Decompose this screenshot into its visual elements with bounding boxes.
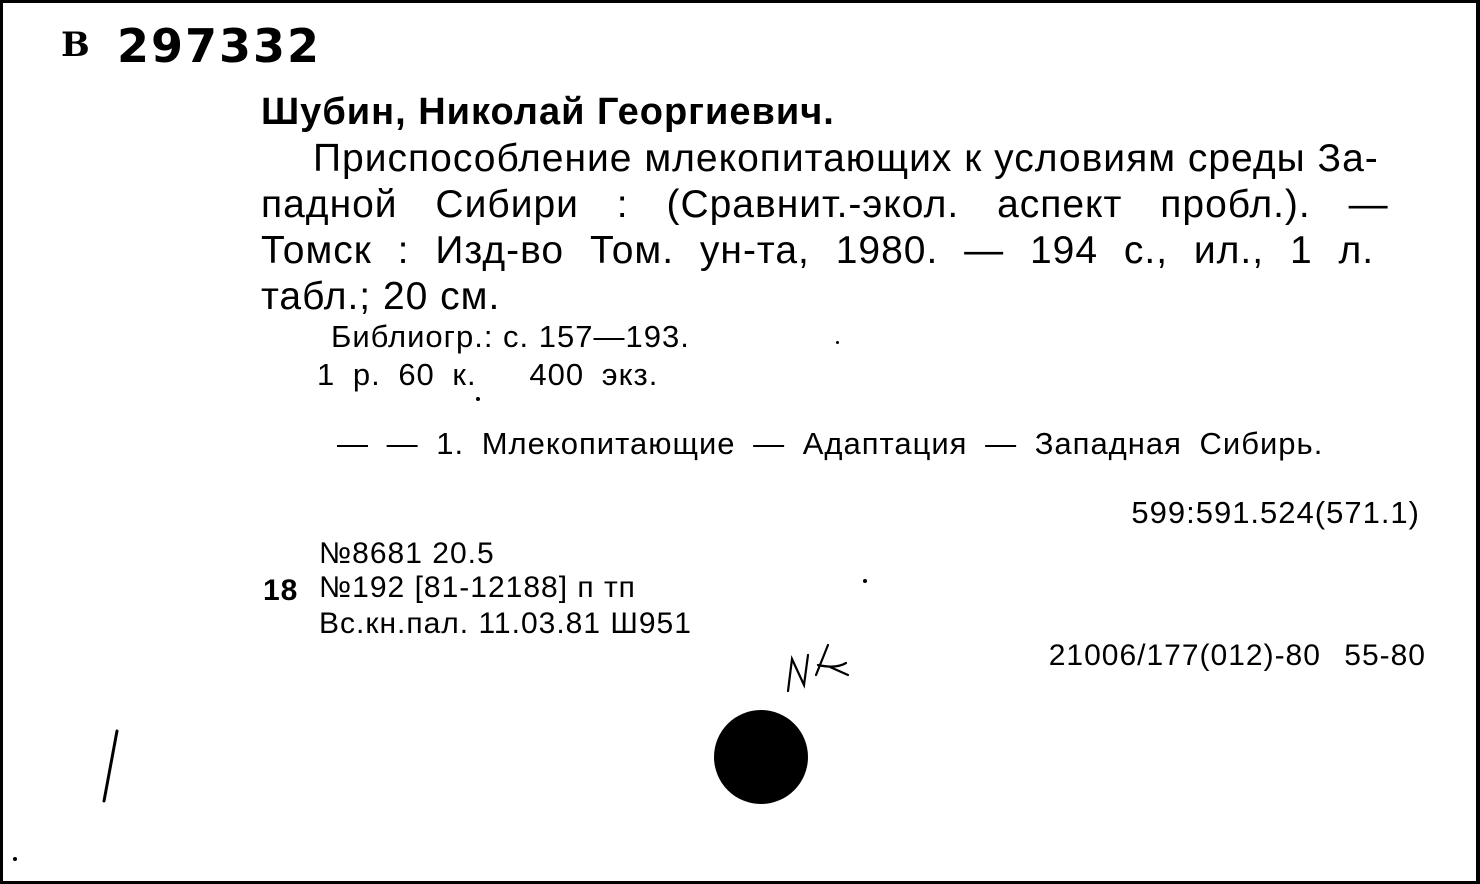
title-line-2: падной Сибири : (Сравнит.-экол. аспект пробл.). — <box>261 183 1389 226</box>
inventory-number: 297332 <box>117 19 322 73</box>
title-line-4: табл.; 20 см. <box>261 275 501 318</box>
udc-classification: 599:591.524(571.1) <box>1131 495 1420 530</box>
registration-number-18: 18 <box>263 574 299 607</box>
publication-code: 21006/177(012)-80 55-80 <box>1048 639 1426 672</box>
registration-line-1: №8681 20.5 <box>319 537 495 570</box>
author-heading: Шубин, Николай Георгиевич. <box>261 91 835 133</box>
inventory-mark: В <box>61 25 90 65</box>
speck-dot <box>863 579 867 583</box>
speck-dot <box>476 397 480 401</box>
price-and-copies: 1 р. 60 к. 400 экз. <box>317 357 659 392</box>
title-line-3: Томск : Изд-во Том. ун-та, 1980. — 194 с., ил., 1 л. <box>261 229 1375 272</box>
speck-dot <box>836 341 839 344</box>
registration-line-3: Вс.кн.пал. 11.03.81 Ш951 <box>319 607 692 640</box>
title-line-1: Приспособление млекопитающих к условиям среды За- <box>313 137 1379 180</box>
subject-heading: — — 1. Млекопитающие — Адаптация — Западная Сибирь. <box>337 426 1324 461</box>
registration-line-2: №192 [81-12188] п тп <box>319 571 636 604</box>
speck-dot <box>13 857 17 861</box>
handwritten-nk-signature <box>778 635 862 695</box>
pencil-mark <box>99 729 123 803</box>
bibliography-note: Библиогр.: с. 157—193. <box>331 319 690 354</box>
punched-hole <box>714 710 808 804</box>
